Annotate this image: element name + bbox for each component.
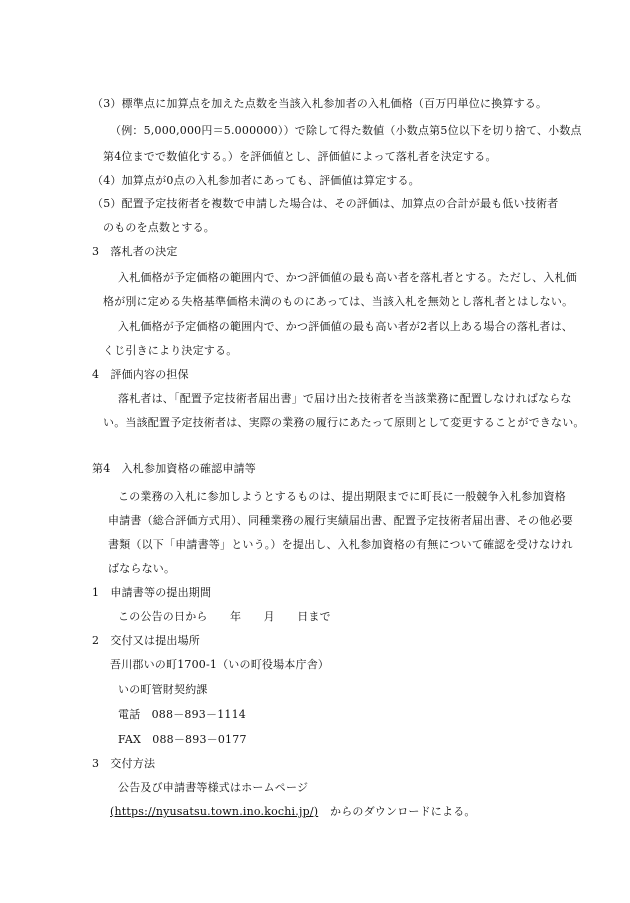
department-line: いの町管財契約課	[118, 683, 208, 696]
chapter-heading: 第4 入札参加資格の確認申請等	[92, 462, 256, 475]
text-line: この公告の日から 年 月 日まで	[118, 610, 331, 623]
text-line: からのダウンロードによる。	[330, 805, 476, 818]
text-line: 第4位までで数値化する。）を評価値とし、評価値によって落札者を決定する。	[103, 150, 497, 163]
text-line: 入札価格が予定価格の範囲内で、かつ評価値の最も高い者が2者以上ある場合の落札者は、	[118, 320, 573, 333]
website-link[interactable]: (https://nyusatsu.town.ino.kochi.jp/)	[110, 805, 319, 818]
text-line: のものを点数とする。	[103, 221, 215, 234]
section-heading: 2 交付又は提出場所	[92, 634, 200, 647]
fax-line: FAX 088－893－0177	[118, 733, 247, 746]
section-heading: 3 交付方法	[92, 757, 156, 770]
text-line: 書類（以下「申請書等」という。）を提出し、入札参加資格の有無について確認を受けなけれ	[108, 538, 573, 551]
section-heading: 3 落札者の決定	[92, 245, 178, 258]
text-line: 落札者は、「配置予定技術者届出書」で届け出た技術者を当該業務に配置しなければならな	[118, 392, 572, 405]
section-heading: 4 評価内容の担保	[92, 368, 189, 381]
phone-line: 電話 088－893－1114	[118, 708, 246, 721]
text-line: 申請書（総合評価方式用）、同種業務の履行実績届出書、配置予定技術者届出書、その他必要	[108, 514, 573, 527]
text-line: ばならない。	[108, 562, 176, 575]
text-line: くじ引きにより決定する。	[103, 344, 238, 357]
text-line: 格が別に定める失格基準価格未満のものにあっては、当該入札を無効とし落札者とはしない。	[103, 295, 574, 308]
text-line: 公告及び申請書等様式はホームページ	[118, 781, 309, 794]
text-line: （5）配置予定技術者を複数で申請した場合は、その評価は、加算点の合計が最も低い技術者	[92, 197, 559, 210]
text-line: 入札価格が予定価格の範囲内で、かつ評価値の最も高い者を落札者とする。ただし、入札価	[118, 271, 577, 284]
text-line: この業務の入札に参加しようとするものは、提出期限までに町長に一般競争入札参加資格	[118, 490, 566, 503]
section-heading: 1 申請書等の提出期間	[92, 586, 212, 599]
text-line: い。当該配置予定技術者は、実際の業務の履行にあたって原則として変更することができない。	[103, 416, 585, 429]
text-line: （例：5,000,000円＝5.000000））で除して得た数値（小数点第5位以下を切り捨て、小数点	[110, 124, 582, 137]
address-line: 吾川郡いの町1700-1（いの町役場本庁舎）	[110, 658, 330, 671]
text-line: （3）標準点に加算点を加えた点数を当該入札参加者の入札価格（百万円単位に換算する。	[92, 97, 548, 110]
text-line: （4）加算点が0点の入札参加者にあっても、評価値は算定する。	[92, 174, 420, 187]
